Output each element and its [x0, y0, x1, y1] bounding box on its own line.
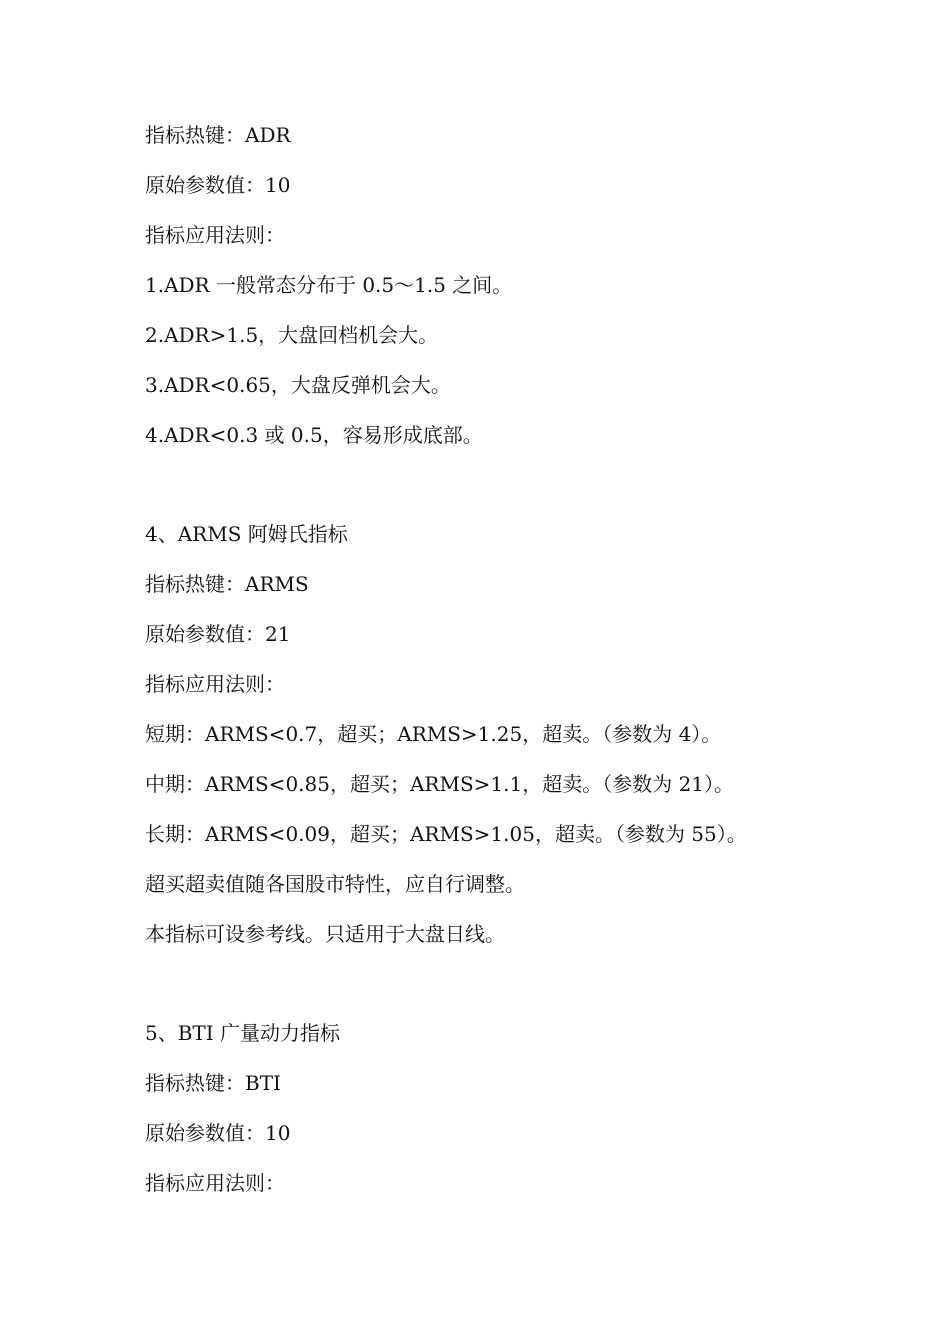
arms-param-line: 原始参数值：21: [145, 622, 291, 646]
adr-rule-4: 4.ADR<0.3 或 0.5，容易形成底部。: [145, 423, 483, 447]
arms-note-1: 超买超卖值随各国股市特性，应自行调整。: [145, 872, 525, 896]
arms-note-2: 本指标可设参考线。只适用于大盘日线。: [145, 922, 505, 946]
arms-heading: 4、ARMS 阿姆氏指标: [145, 522, 348, 546]
adr-rule-3: 3.ADR<0.65，大盘反弹机会大。: [145, 373, 451, 397]
section-spacer: [145, 967, 865, 1016]
arms-rule-long: 长期：ARMS<0.09，超买；ARMS>1.05，超卖。（参数为 55）。: [145, 822, 747, 846]
bti-rules-label: 指标应用法则：: [145, 1171, 285, 1195]
bti-heading: 5、BTI 广量动力指标: [145, 1021, 341, 1045]
adr-rule-2: 2.ADR>1.5，大盘回档机会大。: [145, 323, 439, 347]
adr-rule-1: 1.ADR 一般常态分布于 0.5～1.5 之间。: [145, 273, 513, 297]
section-bti: [145, 1016, 865, 1216]
adr-param-line: 原始参数值：10: [145, 173, 291, 197]
arms-rule-short: 短期：ARMS<0.7，超买；ARMS>1.25，超卖。（参数为 4）。: [145, 722, 722, 746]
arms-rules-label: 指标应用法则：: [145, 672, 285, 696]
arms-hotkey-line: 指标热键：ARMS: [145, 572, 309, 596]
adr-hotkey-line: 指标热键：ADR: [145, 123, 291, 147]
document-body: [145, 118, 865, 1216]
bti-hotkey-line: 指标热键：BTI: [145, 1071, 281, 1095]
section-spacer: [145, 468, 865, 517]
adr-rules-label: 指标应用法则：: [145, 223, 285, 247]
bti-param-line: 原始参数值：10: [145, 1121, 291, 1145]
arms-rule-mid: 中期：ARMS<0.85，超买；ARMS>1.1，超卖。（参数为 21）。: [145, 772, 735, 796]
section-adr: [145, 118, 865, 468]
section-arms: [145, 517, 865, 967]
